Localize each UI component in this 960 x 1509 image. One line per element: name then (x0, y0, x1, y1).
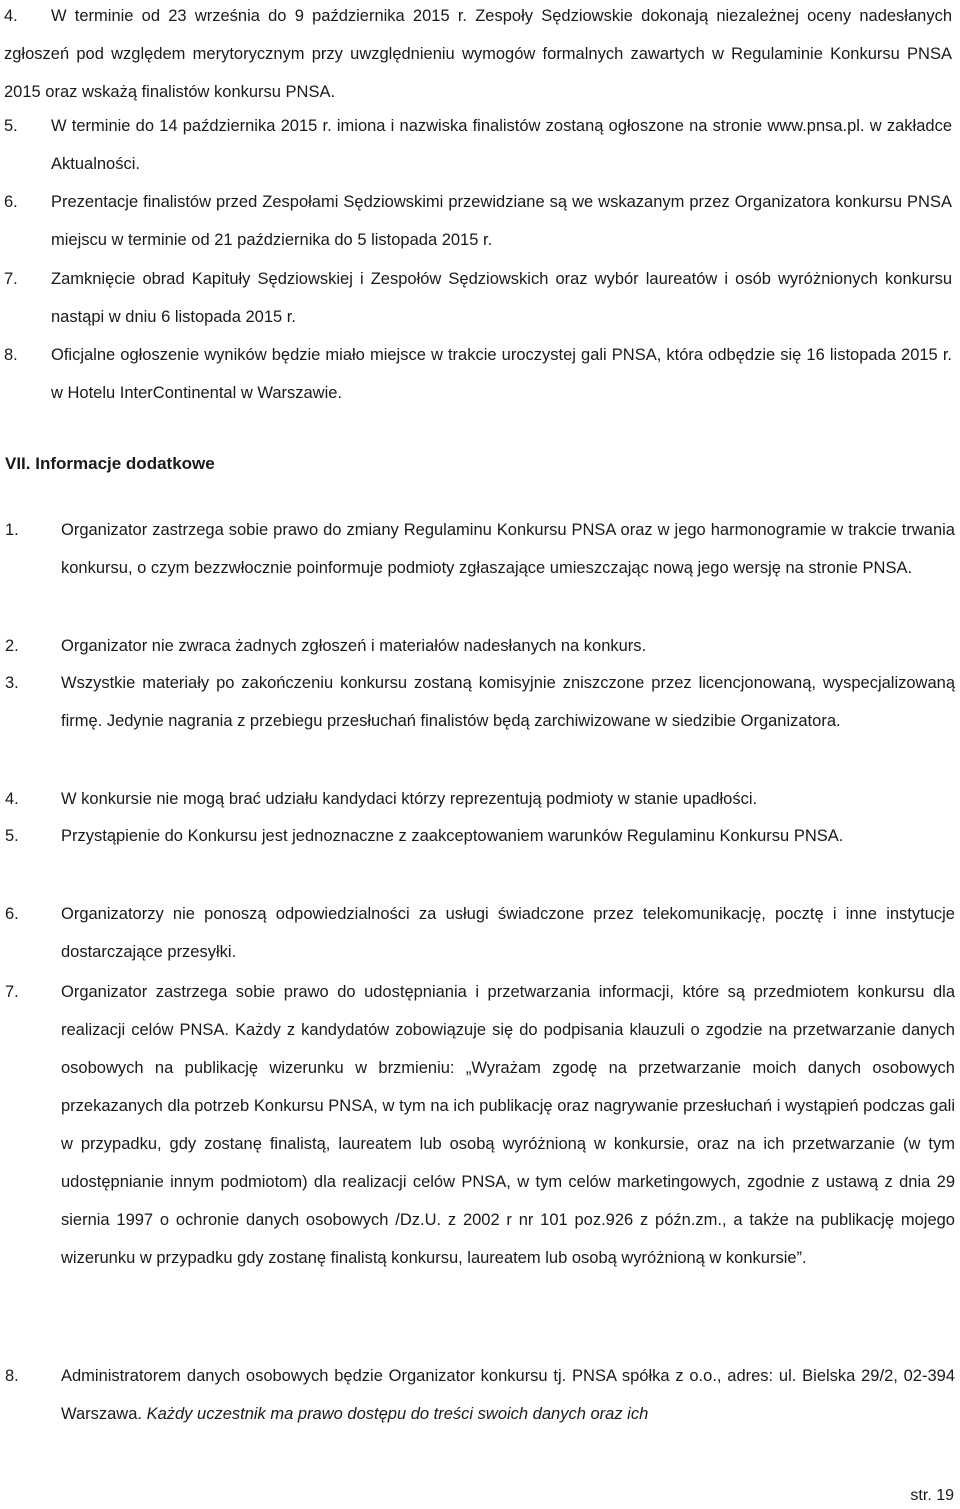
list-number: 6. (4, 193, 18, 211)
list-item-top-6 (4, 183, 952, 259)
list-number: 1. (5, 521, 19, 539)
list-text: Wszystkie materiały po zakończeniu konkursu zostaną komisyjnie zniszczone przez licencjonowaną, wyspecjalizowaną firmę. Jedynie nagrania z przebiegu przesłuchań finalistów będą zarchiwizowane w siedzibie Organizatora. (61, 674, 955, 730)
list-number: 7. (4, 270, 18, 288)
list-text: Oficjalne ogłoszenie wyników będzie miało miejsce w trakcie uroczystej gali PNSA, która odbędzie się 16 listopada 2015 r. w Hotelu InterContinental w Warszawie. (51, 346, 952, 402)
list-text: Prezentacje finalistów przed Zespołami Sędziowskimi przewidziane są we wskazanym przez Organizatora konkursu PNSA miejscu w terminie od 21 października do 5 listopada 2015 r. (51, 193, 952, 249)
list-item-sec-6 (5, 895, 955, 971)
list-number: 8. (5, 1367, 19, 1385)
list-item-sec-3 (5, 664, 955, 740)
list-text-regular: Administratorem danych osobowych będzie Organizator konkursu tj. PNSA spółka z o.o., adres: ul. Bielska 29/2, 02-394 Warszawa. (61, 1367, 955, 1423)
page-number: str. 19 (910, 1487, 954, 1504)
list-number: 2. (5, 637, 19, 655)
list-number: 3. (5, 674, 19, 692)
list-item-top-7 (4, 260, 952, 336)
list-number: 6. (5, 905, 19, 923)
list-item-sec-8 (5, 1357, 955, 1433)
list-item-top-8 (4, 336, 952, 412)
list-text: Zamknięcie obrad Kapituły Sędziowskiej i Zespołów Sędziowskich oraz wybór laureatów i osób wyróżnionych konkursu nastąpi w dniu 6 listopada 2015 r. (51, 270, 952, 326)
list-number: 7. (5, 983, 19, 1001)
list-item-sec-1 (5, 511, 955, 587)
list-text: W terminie od 23 września do 9 października 2015 r. Zespoły Sędziowskie dokonają niezależnej oceny nadesłanych zgłoszeń pod względem merytorycznym przy uwzględnieniu wymogów formalnych zawartych w Regulaminie Konkursu PNSA 2015 oraz wskażą finalistów konkursu PNSA. (4, 7, 952, 101)
list-text: Przystąpienie do Konkursu jest jednoznaczne z zaakceptowaniem warunków Regulaminu Konkursu PNSA. (61, 827, 844, 845)
list-item-sec-2 (5, 627, 955, 665)
list-item-sec-5 (5, 817, 955, 855)
list-text (61, 1357, 955, 1433)
list-text: Organizator zastrzega sobie prawo do zmiany Regulaminu Konkursu PNSA oraz w jego harmonogramie w trakcie trwania konkursu, o czym bezzwłocznie poinformuje podmioty zgłaszające umieszczając nową jego wersję na stronie PNSA. (61, 521, 955, 577)
list-number: 8. (4, 346, 18, 364)
list-number: 5. (4, 117, 18, 135)
list-text: Organizator zastrzega sobie prawo do udostępniania i przetwarzania informacji, które są przedmiotem konkursu dla realizacji celów PNSA. Każdy z kandydatów zobowiązuje się do podpisania klauzuli o zgodzie na przetwarzanie danych osobowych na publikację wizerunku w brzmieniu: „Wyrażam zgodę na przetwarzanie moich danych osobowych przekazanych dla potrzeb Konkursu PNSA, w tym na ich publikację oraz nagrywanie przesłuchań i wystąpień podczas gali w przypadku, gdy zostanę finalistą, laureatem lub osobą wyróżnioną w konkursie, oraz na ich przetwarzanie (w tym udostępnianie innym podmiotom) dla realizacji celów PNSA, w tym celów marketingowych, zgodnie z ustawą z dnia 29 siernia 1997 o ochronie danych osobowych /Dz.U. z 2002 r nr 101 poz.926 z późn.zm., a także na publikację mojego wizerunku w przypadku gdy zostanę finalistą konkursu, laureatem lub osobą wyróżnioną w konkursie”. (61, 983, 955, 1267)
list-number: 5. (5, 827, 19, 845)
list-number: 4. (5, 790, 19, 808)
list-text-italic: Każdy uczestnik ma prawo dostępu do treści swoich danych oraz ich (146, 1405, 649, 1423)
list-item-sec-4 (5, 780, 955, 818)
list-text: W konkursie nie mogą brać udziału kandydaci którzy reprezentują podmioty w stanie upadłości. (61, 790, 758, 808)
list-text: Organizatorzy nie ponoszą odpowiedzialności za usługi świadczone przez telekomunikację, pocztę i inne instytucje dostarczające przesyłki. (61, 905, 955, 961)
list-item-top-5 (4, 107, 952, 183)
list-text: W terminie do 14 października 2015 r. imiona i nazwiska finalistów zostaną ogłoszone na stronie www.pnsa.pl. w zakładce Aktualności. (51, 117, 952, 173)
section-heading: VII. Informacje dodatkowe (5, 454, 215, 473)
list-item-top-4 (4, 0, 952, 111)
list-item-sec-7 (5, 973, 955, 1277)
list-number: 4. (4, 7, 18, 25)
list-text: Organizator nie zwraca żadnych zgłoszeń i materiałów nadesłanych na konkurs. (61, 637, 647, 655)
